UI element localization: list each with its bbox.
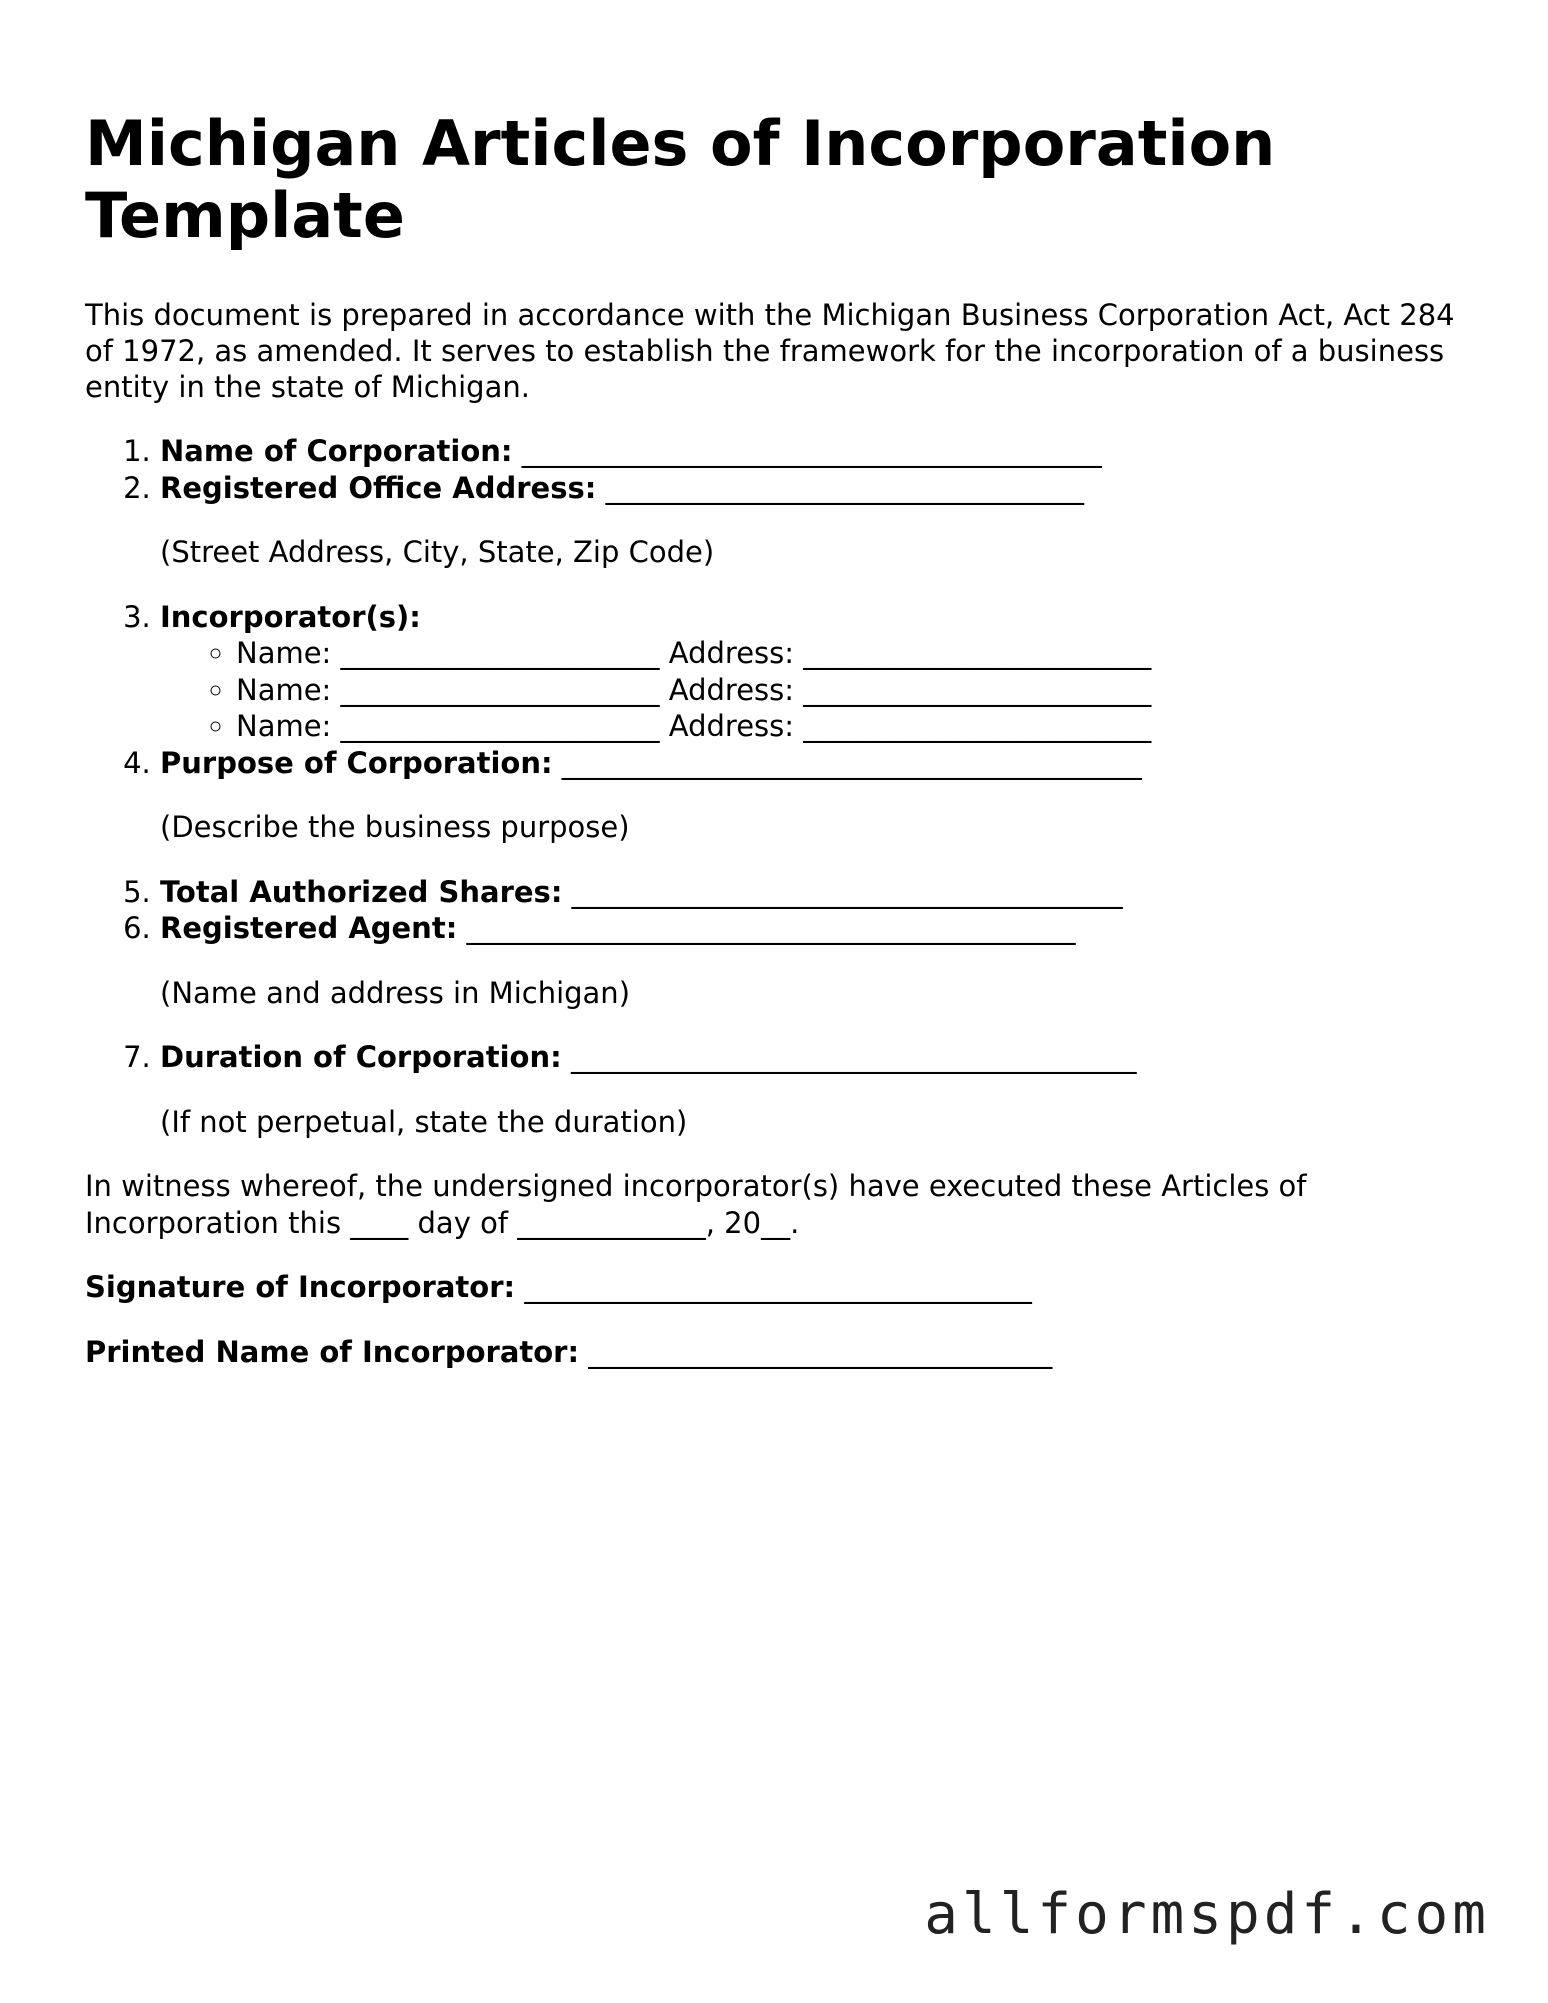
name-of-corporation-field[interactable]: ________________________________________: [521, 434, 1102, 468]
address-label: Address:: [668, 636, 795, 670]
item-label: Name of Corporation:: [160, 434, 513, 468]
name-label: Name:: [236, 636, 332, 670]
printed-name-label: Printed Name of Incorporator:: [85, 1334, 580, 1369]
item-note: (Street Address, City, State, Zip Code): [160, 535, 715, 569]
witness-clause: In witness whereof, the undersigned incorporator(s) have executed these Articles of Incorporation this ____ day of _____________, 20__.: [85, 1169, 1307, 1240]
incorporator-address-field[interactable]: ________________________: [803, 636, 1152, 670]
item-name-of-corporation: [160, 433, 1475, 470]
printed-name-line: [85, 1334, 1475, 1371]
incorporator-address-field[interactable]: ________________________: [803, 709, 1152, 743]
incorporator-name-field[interactable]: ______________________: [340, 709, 660, 743]
item-label: Incorporator(s):: [160, 599, 421, 634]
page-title: Michigan Articles of Incorporation Template: [85, 107, 1276, 252]
incorporator-row: [236, 672, 1475, 709]
item-note: (Name and address in Michigan): [160, 975, 631, 1010]
incorporator-name-field[interactable]: ______________________: [340, 636, 660, 670]
item-label: Total Authorized Shares:: [160, 874, 563, 909]
address-label: Address:: [668, 709, 795, 743]
item-label: Registered Office Address:: [160, 470, 597, 505]
item-duration-of-corporation: [160, 1039, 1475, 1140]
duration-of-corporation-field[interactable]: _______________________________________: [570, 1040, 1137, 1074]
signature-label: Signature of Incorporator:: [85, 1270, 516, 1304]
item-note: (Describe the business purpose): [160, 810, 630, 844]
registered-office-address-field[interactable]: _________________________________: [605, 470, 1085, 505]
document-page: [85, 108, 1475, 1370]
intro-paragraph: This document is prepared in accordance with the Michigan Business Corporation Act, Act 284 of 1972, as amended. It serves to establish the framework for the incorporation of a business entity in the state of Michigan.: [85, 298, 1455, 404]
item-registered-agent: [160, 910, 1475, 1011]
item-label: Purpose of Corporation:: [160, 745, 553, 780]
watermark-text: allformspdf.com: [924, 1882, 1490, 1947]
incorporators-list: [160, 635, 1475, 745]
item-total-authorized-shares: [160, 874, 1475, 911]
signature-line: [85, 1269, 1475, 1306]
printed-name-field[interactable]: ________________________________: [588, 1334, 1053, 1369]
incorporator-row: [236, 708, 1475, 745]
total-authorized-shares-field[interactable]: ______________________________________: [571, 874, 1123, 909]
signature-field[interactable]: ___________________________________: [524, 1270, 1032, 1304]
purpose-of-corporation-field[interactable]: ________________________________________: [561, 745, 1142, 780]
name-label: Name:: [236, 672, 332, 707]
address-label: Address:: [668, 672, 795, 707]
item-label: Registered Agent:: [160, 911, 458, 945]
incorporator-row: [236, 635, 1475, 672]
name-label: Name:: [236, 709, 332, 743]
item-purpose-of-corporation: [160, 745, 1475, 846]
item-incorporators: [160, 599, 1475, 745]
registered-agent-field[interactable]: __________________________________________: [466, 911, 1076, 945]
item-label: Duration of Corporation:: [160, 1040, 562, 1074]
item-registered-office-address: [160, 470, 1475, 571]
incorporator-name-field[interactable]: ______________________: [340, 672, 660, 707]
incorporator-address-field[interactable]: ________________________: [803, 672, 1152, 707]
item-note: (If not perpetual, state the duration): [160, 1104, 688, 1139]
articles-list: [85, 433, 1475, 1140]
